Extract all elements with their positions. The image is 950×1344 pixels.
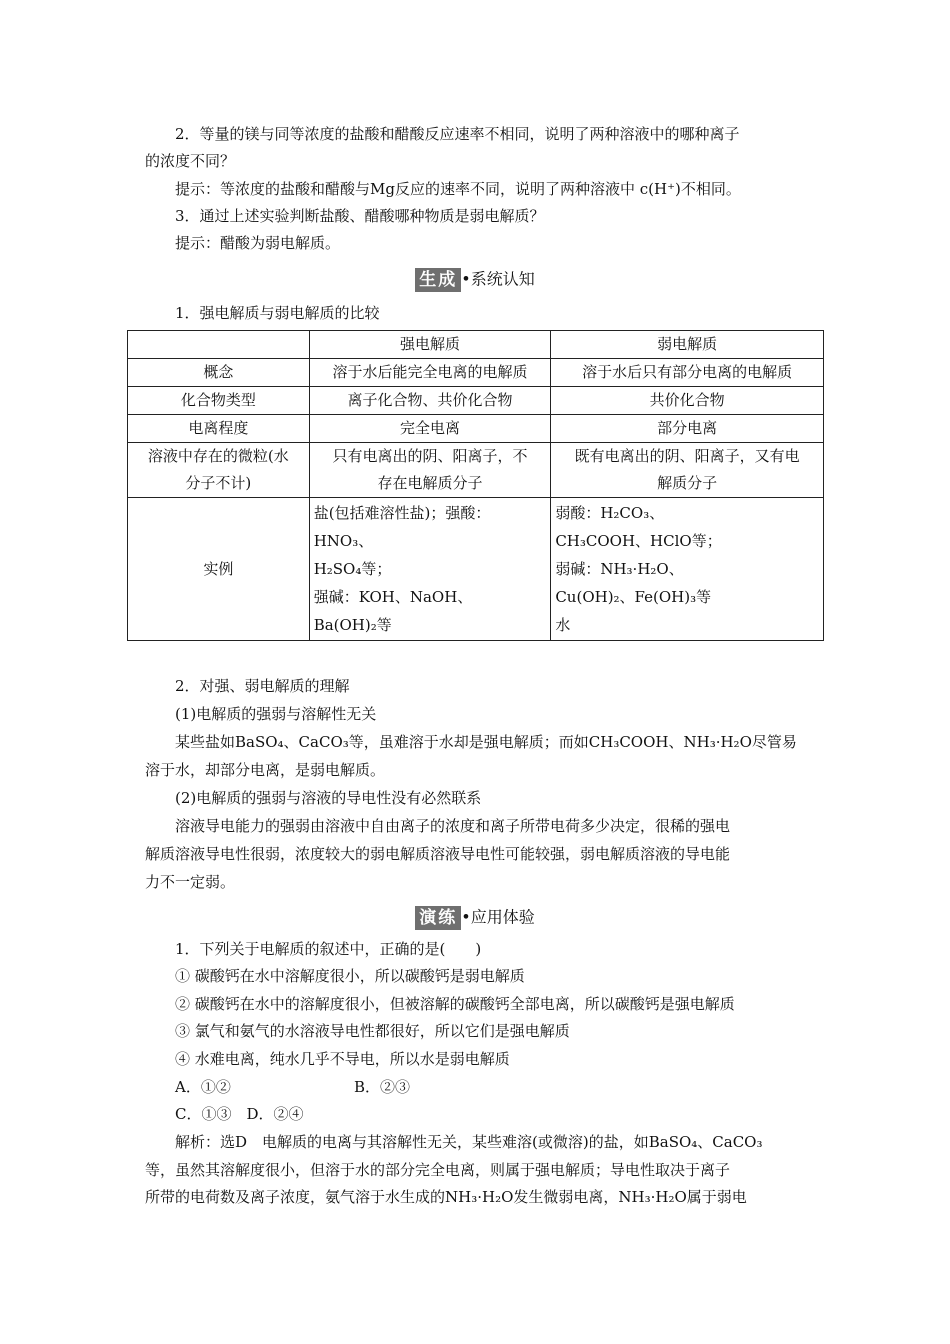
cell-line: 既有电离出的阴、阳离子，又有电	[574, 447, 800, 465]
table-header-cell	[128, 331, 310, 359]
cell-line: 弱碱：NH₃·H₂O、	[555, 560, 684, 578]
banner-tag: 生成	[415, 268, 461, 292]
table-cell-particles-strong	[309, 443, 551, 498]
exercise-choice-b: B．②③	[354, 1078, 411, 1096]
answer-line-3: 所带的电荷数及离子浓度，氨气溶于水生成的NH₃·H₂O发生微弱电离，NH₃·H₂O属于弱电	[145, 1188, 747, 1206]
section-2-para-1-line-2: 溶于水，却部分电离，是弱电解质。	[145, 761, 386, 779]
cell-line: CH₃COOH、HClO等；	[555, 532, 722, 550]
cell-line: 水	[555, 616, 571, 634]
cell-line: 解质分子	[657, 474, 718, 492]
table-cell: 溶于水后能完全电离的电解质	[309, 359, 551, 387]
table-cell-particles-label	[128, 443, 310, 498]
section-2-para-2-line-3: 力不一定弱。	[145, 873, 236, 891]
table-cell-particles-weak	[551, 443, 824, 498]
hint-2: 提示：等浓度的盐酸和醋酸与Mg反应的速率不同，说明了两种溶液中 c(H⁺)不相同。	[175, 180, 741, 198]
cell-line: H₂SO₄等；	[313, 560, 392, 578]
question-3: 3．通过上述实验判断盐酸、醋酸哪种物质是弱电解质？	[175, 207, 545, 225]
exercise-option-2: ② 碳酸钙在水中的溶解度很小，但被溶解的碳酸钙全部电离，所以碳酸钙是强电解质	[175, 995, 735, 1013]
exercise-question-1: 1．下列关于电解质的叙述中，正确的是( )	[175, 940, 482, 958]
table-row-particles	[128, 443, 824, 498]
section-2-sub-2: (2)电解质的强弱与溶液的导电性没有必然联系	[175, 789, 482, 807]
table-cell: 概念	[128, 359, 310, 387]
banner-dot: •	[461, 269, 471, 289]
comparison-table	[127, 330, 824, 641]
table-cell: 部分电离	[551, 415, 824, 443]
table-cell: 离子化合物、共价化合物	[309, 387, 551, 415]
section-2-para-2-line-1: 溶液导电能力的强弱由溶液中自由离子的浓度和离子所带电荷多少决定，很稀的强电	[175, 817, 731, 835]
cell-line: 盐(包括难溶性盐)；强酸：	[313, 504, 491, 522]
table-cell-examples-strong	[309, 498, 551, 641]
cell-line: 强碱：KOH、NaOH、	[313, 588, 473, 606]
banner-tag: 演练	[415, 906, 461, 930]
answer-line-1: 解析：选D 电解质的电离与其溶解性无关，某些难溶(或微溶)的盐，如BaSO₄、CaCO₃	[175, 1133, 763, 1151]
question-2-line-2: 的浓度不同？	[145, 152, 236, 170]
exercise-option-1: ① 碳酸钙在水中溶解度很小，所以碳酸钙是弱电解质	[175, 967, 525, 985]
table-cell-examples-label: 实例	[128, 498, 310, 641]
section-2-para-1-line-1: 某些盐如BaSO₄、CaCO₃等，虽难溶于水却是强电解质；而如CH₃COOH、NH₃·H₂O尽管易	[175, 733, 797, 751]
table-row-examples	[128, 498, 824, 641]
section-banner-practice	[0, 904, 950, 931]
table-header-cell: 强电解质	[309, 331, 551, 359]
table-row	[128, 359, 824, 387]
section-2-sub-1: (1)电解质的强弱与溶解性无关	[175, 705, 377, 723]
table-cell: 电离程度	[128, 415, 310, 443]
cell-line: Cu(OH)₂、Fe(OH)₃等	[555, 588, 712, 606]
exercise-option-3: ③ 氯气和氨气的水溶液导电性都很好，所以它们是强电解质	[175, 1022, 570, 1040]
section-banner-system	[0, 266, 950, 293]
table-header-row	[128, 331, 824, 359]
table-cell: 化合物类型	[128, 387, 310, 415]
cell-line: 存在电解质分子	[377, 474, 483, 492]
answer-line-2: 等，虽然其溶解度很小，但溶于水的部分完全电离，则属于强电解质；导电性取决于离子	[145, 1161, 731, 1179]
section-2-para-2-line-2: 解质溶液导电性很弱，浓度较大的弱电解质溶液导电性可能较强，弱电解质溶液的导电能	[145, 845, 731, 863]
cell-line: Ba(OH)₂等	[313, 616, 392, 634]
question-2-line-1: 2．等量的镁与同等浓度的盐酸和醋酸反应速率不相同，说明了两种溶液中的哪种离子	[175, 125, 740, 143]
table-row	[128, 415, 824, 443]
banner-text: 系统认知	[470, 269, 535, 289]
table-cell: 共价化合物	[551, 387, 824, 415]
table-cell: 完全电离	[309, 415, 551, 443]
table-header-cell: 弱电解质	[551, 331, 824, 359]
exercise-choice-cd: C．①③ D．②④	[175, 1105, 304, 1123]
exercise-option-4: ④ 水难电离，纯水几乎不导电，所以水是弱电解质	[175, 1050, 510, 1068]
cell-line: 分子不计)	[185, 474, 252, 492]
cell-line: HNO₃、	[313, 532, 374, 550]
hint-3: 提示：醋酸为弱电解质。	[175, 234, 341, 252]
exercise-choice-a: A．①②	[175, 1078, 231, 1096]
cell-line: 弱酸：H₂CO₃、	[555, 504, 665, 522]
table-row	[128, 387, 824, 415]
section-2-title: 2．对强、弱电解质的理解	[175, 677, 350, 695]
cell-line: 只有电离出的阴、阳离子，不	[332, 447, 528, 465]
section-1-title: 1．强电解质与弱电解质的比较	[175, 304, 380, 322]
banner-dot: •	[461, 907, 471, 927]
table-cell: 溶于水后只有部分电离的电解质	[551, 359, 824, 387]
table-cell-examples-weak	[551, 498, 824, 641]
banner-text: 应用体验	[470, 907, 535, 927]
cell-line: 溶液中存在的微粒(水	[147, 447, 289, 465]
